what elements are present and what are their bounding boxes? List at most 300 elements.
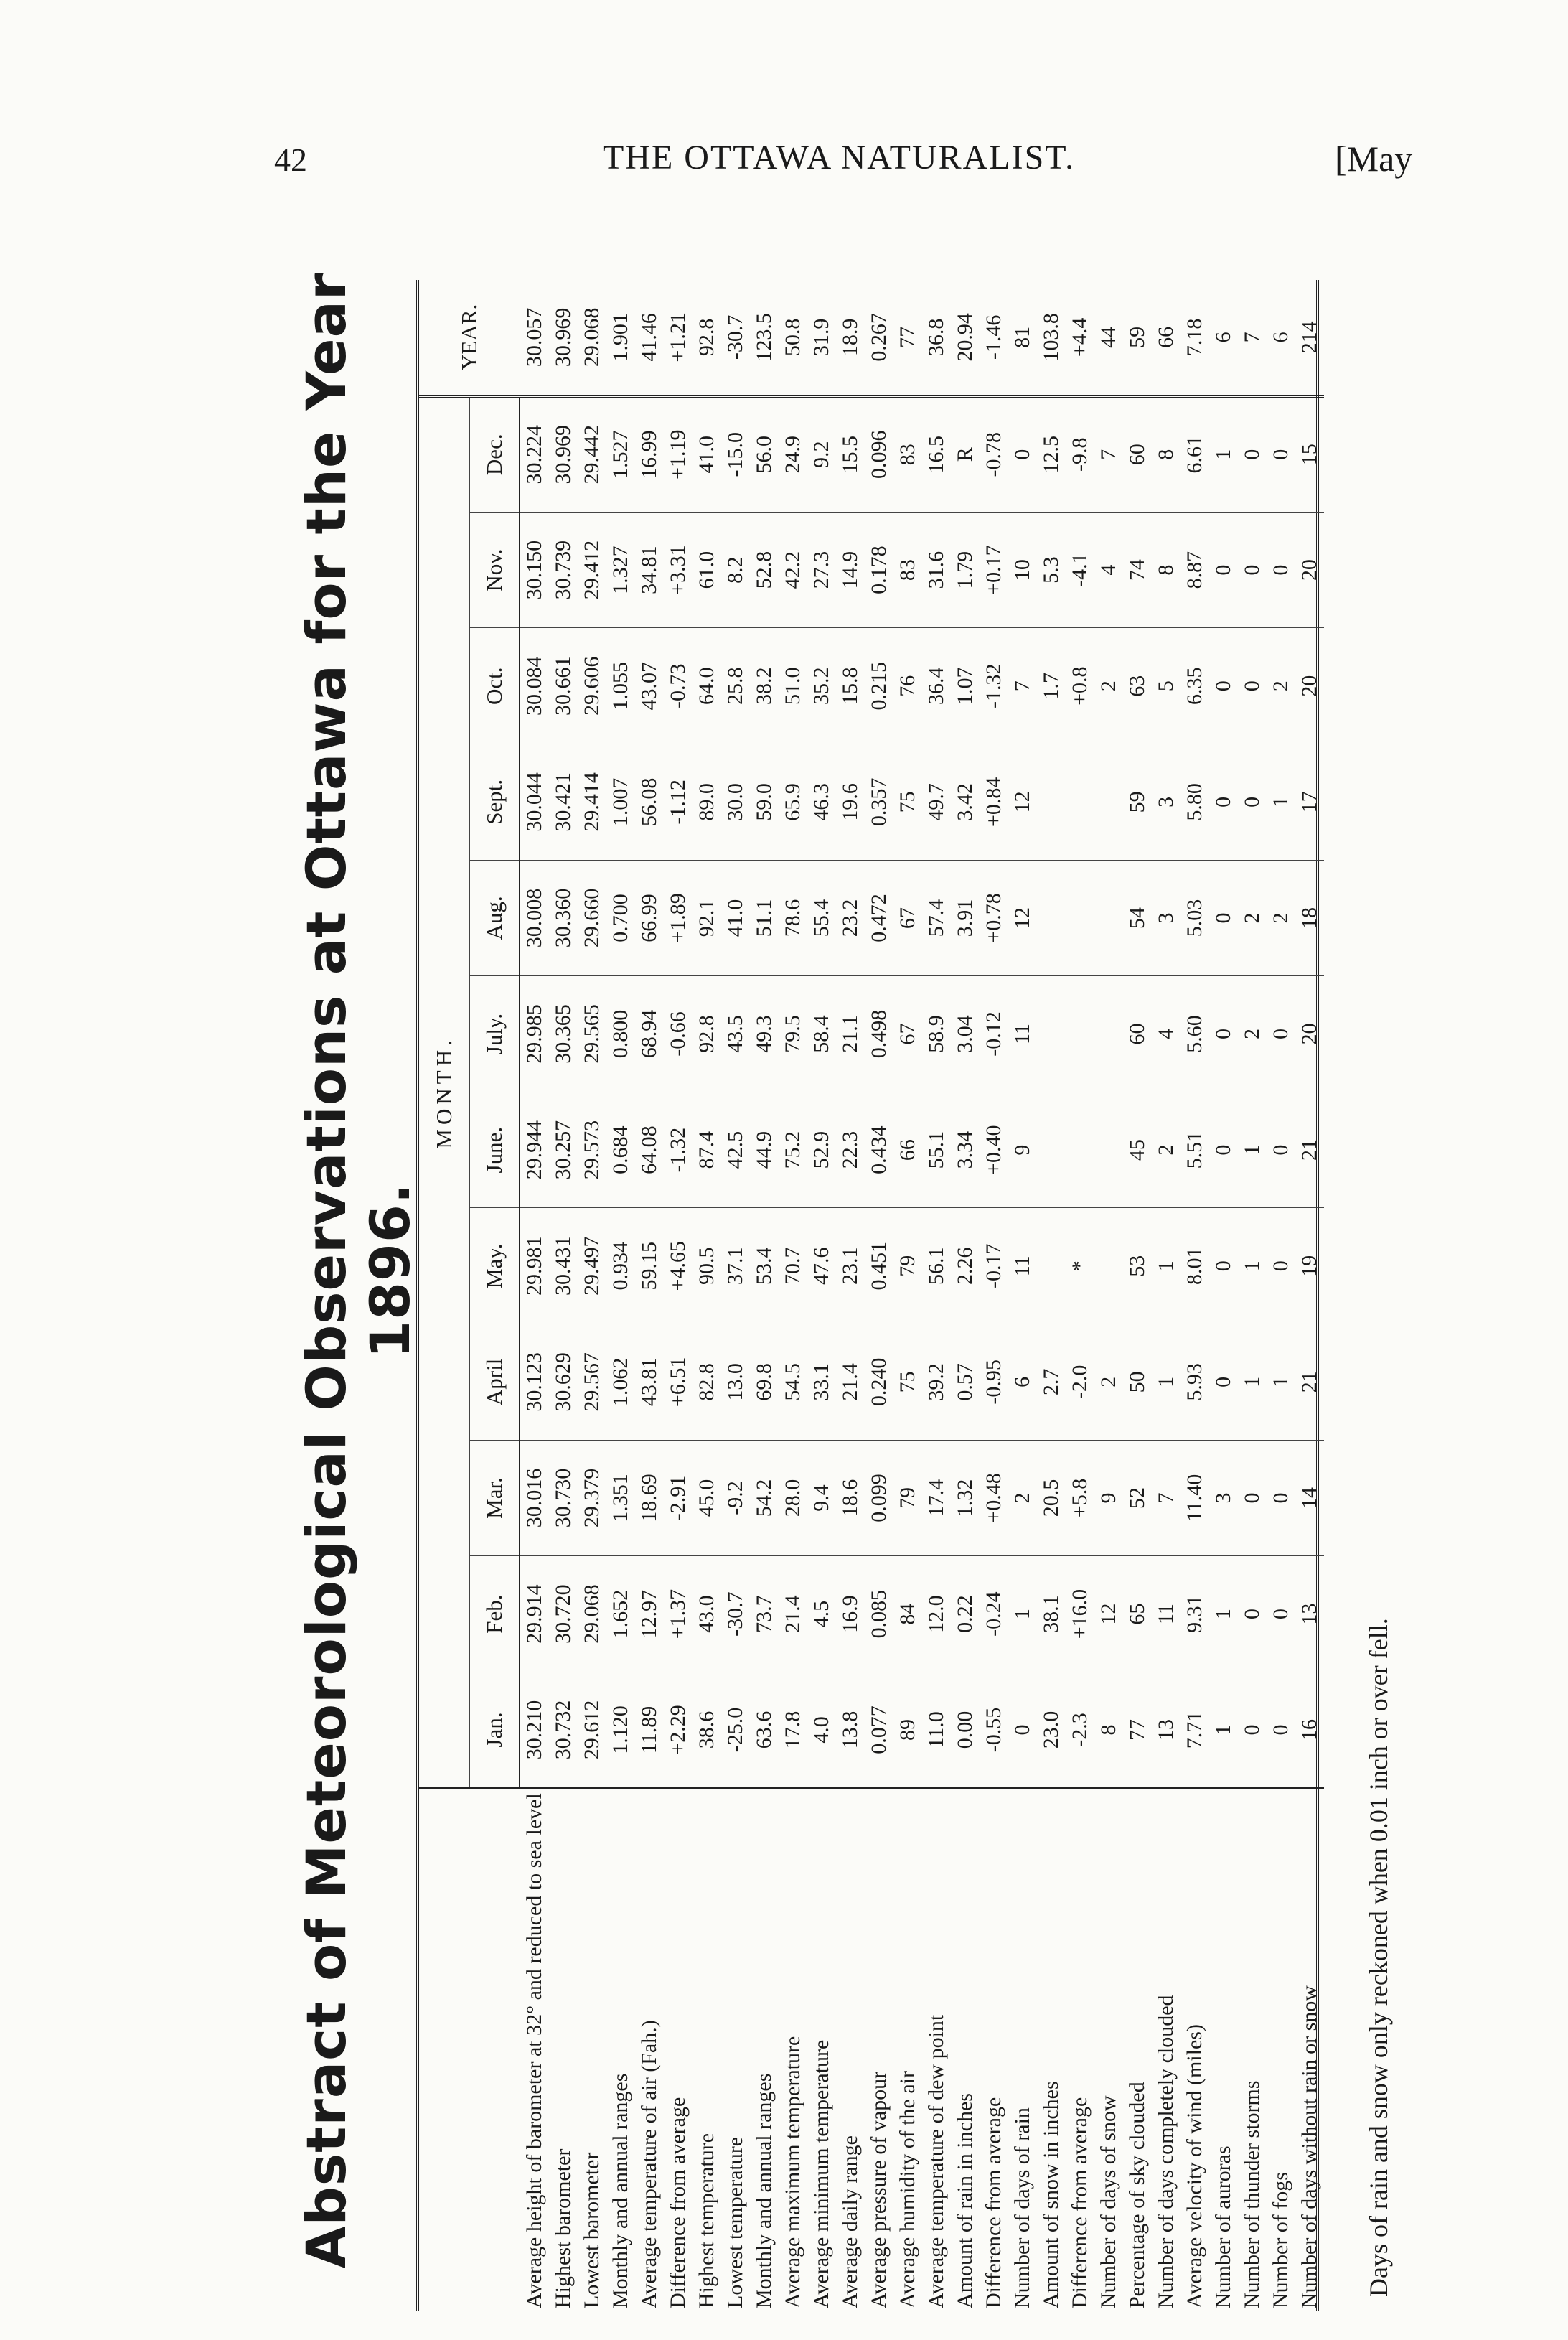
cell: 11.0 (922, 1672, 951, 1788)
cell: 43.81 (635, 1324, 664, 1441)
cell: 38.1 (1037, 1556, 1066, 1672)
cell: 0 (1267, 1440, 1295, 1556)
table-row (1123, 280, 1152, 2311)
cell: 82.8 (693, 1324, 721, 1441)
month-header-4: May. (470, 1208, 520, 1324)
cell: 25.8 (721, 628, 750, 744)
cell: -1.32 (664, 1092, 693, 1208)
cell: 1.351 (606, 1440, 635, 1556)
cell: 1.055 (606, 628, 635, 744)
cell: 0 (1008, 1672, 1037, 1788)
cell: 13 (1295, 1556, 1324, 1672)
cell: 37.1 (721, 1208, 750, 1324)
cell: 2 (1152, 1092, 1180, 1208)
row-label: Monthly and annual ranges (606, 1788, 635, 2311)
row-label: Number of days completely clouded (1152, 1788, 1180, 2311)
cell: 36.4 (922, 628, 951, 744)
cell: 20 (1295, 512, 1324, 628)
cell: 74 (1123, 512, 1152, 628)
cell: 29.414 (578, 744, 606, 861)
cell: 2 (1094, 628, 1123, 744)
table-row (1008, 280, 1037, 2311)
cell: 16.99 (635, 396, 664, 513)
cell: 30.739 (549, 512, 578, 628)
cell: 0.00 (951, 1672, 980, 1788)
table-row (836, 280, 865, 2311)
cell: 30.150 (520, 512, 549, 628)
cell: 92.1 (693, 860, 721, 976)
table-row (1094, 280, 1123, 2311)
cell: 0 (1209, 976, 1238, 1092)
cell: 1 (1209, 396, 1238, 513)
cell: +6.51 (664, 1324, 693, 1441)
page-number: 42 (274, 141, 307, 178)
cell: 34.81 (635, 512, 664, 628)
cell (1066, 744, 1094, 861)
cell: 30.431 (549, 1208, 578, 1324)
cell: 0 (1267, 1208, 1295, 1324)
cell: 0.472 (865, 860, 893, 976)
table-row (1238, 280, 1267, 2311)
cell: 0.357 (865, 744, 893, 861)
table-row (893, 280, 922, 2311)
year-cell: +4.4 (1066, 280, 1094, 396)
row-label: Average temperature of dew point (922, 1788, 951, 2311)
cell (1037, 976, 1066, 1092)
cell: 5.80 (1180, 744, 1209, 861)
row-label: Number of thunder storms (1238, 1788, 1267, 2311)
cell: 79 (893, 1440, 922, 1556)
row-label: Difference from average (980, 1788, 1008, 2311)
cell: 4 (1094, 512, 1123, 628)
row-label: Average temperature of air (Fah.) (635, 1788, 664, 2311)
year-cell: 41.46 (635, 280, 664, 396)
cell: 78.6 (779, 860, 807, 976)
month-header-2: Mar. (470, 1440, 520, 1556)
cell: 21 (1295, 1092, 1324, 1208)
cell: 18 (1295, 860, 1324, 976)
cell: 15.5 (836, 396, 865, 513)
cell: 55.4 (807, 860, 836, 976)
running-title: THE OTTAWA NATURALIST. (603, 139, 1076, 177)
table-row (1180, 280, 1209, 2311)
cell: 4.0 (807, 1672, 836, 1788)
cell: 0 (1209, 512, 1238, 628)
table-row (635, 280, 664, 2311)
month-header-1: Feb. (470, 1556, 520, 1672)
cell: 30.008 (520, 860, 549, 976)
year-cell: 7.18 (1180, 280, 1209, 396)
table-row (779, 280, 807, 2311)
cell (1066, 860, 1094, 976)
cell: 87.4 (693, 1092, 721, 1208)
cell: 19.6 (836, 744, 865, 861)
footnote: Days of rain and snow only reckoned when 0.01 inch or over fell. (1364, 1618, 1393, 2297)
month-header-7: Aug. (470, 860, 520, 976)
cell: 63.6 (750, 1672, 779, 1788)
cell: 16.9 (836, 1556, 865, 1672)
month-header-6: July. (470, 976, 520, 1092)
cell: 50 (1123, 1324, 1152, 1441)
cell: +0.8 (1066, 628, 1094, 744)
year-cell: 81 (1008, 280, 1037, 396)
table-row (1295, 280, 1324, 2311)
cell: 55.1 (922, 1092, 951, 1208)
cell: 5.51 (1180, 1092, 1209, 1208)
cell: 77 (1123, 1672, 1152, 1788)
table-row (750, 280, 779, 2311)
cell: 76 (893, 628, 922, 744)
cell: 29.412 (578, 512, 606, 628)
cell: 8.87 (1180, 512, 1209, 628)
table-row (1066, 280, 1094, 2311)
cell: 11.40 (1180, 1440, 1209, 1556)
cell: 29.573 (578, 1092, 606, 1208)
cell: -25.0 (721, 1672, 750, 1788)
cell: 7 (1094, 396, 1123, 513)
cell: 33.1 (807, 1324, 836, 1441)
cell: 13.0 (721, 1324, 750, 1441)
cell: 47.6 (807, 1208, 836, 1324)
table-row (865, 280, 893, 2311)
year-cell: 214 (1295, 280, 1324, 396)
cell: 45.0 (693, 1440, 721, 1556)
row-label: Average daily range (836, 1788, 865, 2311)
month-header-5: June. (470, 1092, 520, 1208)
cell: 0 (1238, 628, 1267, 744)
cell (1066, 1092, 1094, 1208)
cell: 30.421 (549, 744, 578, 861)
cell: 68.94 (635, 976, 664, 1092)
year-cell: 92.8 (693, 280, 721, 396)
cell: 42.5 (721, 1092, 750, 1208)
cell: 22.3 (836, 1092, 865, 1208)
cell: 1.652 (606, 1556, 635, 1672)
cell: 21.1 (836, 976, 865, 1092)
cell: 90.5 (693, 1208, 721, 1324)
label-column-header (419, 1788, 520, 2311)
cell: 3.34 (951, 1092, 980, 1208)
row-label: Monthly and annual ranges (750, 1788, 779, 2311)
cell: 61.0 (693, 512, 721, 628)
cell: 2 (1094, 1324, 1123, 1441)
year-cell: 7 (1238, 280, 1267, 396)
cell: 24.9 (779, 396, 807, 513)
cell: 58.4 (807, 976, 836, 1092)
cell: 49.7 (922, 744, 951, 861)
row-label: Highest barometer (549, 1788, 578, 2311)
cell: 1 (1209, 1672, 1238, 1788)
table-row (606, 280, 635, 2311)
cell: 29.497 (578, 1208, 606, 1324)
cell: 1 (1267, 1324, 1295, 1441)
cell: 1.327 (606, 512, 635, 628)
cell: 53 (1123, 1208, 1152, 1324)
cell: 30.210 (520, 1672, 549, 1788)
cell: 35.2 (807, 628, 836, 744)
cell: 29.379 (578, 1440, 606, 1556)
cell: -1.32 (980, 628, 1008, 744)
cell: -0.78 (980, 396, 1008, 513)
cell: 1.32 (951, 1440, 980, 1556)
cell: 3.04 (951, 976, 980, 1092)
cell: 58.9 (922, 976, 951, 1092)
cell: -0.73 (664, 628, 693, 744)
cell: 9.2 (807, 396, 836, 513)
cell: 49.3 (750, 976, 779, 1092)
row-label: Average pressure of vapour (865, 1788, 893, 2311)
cell: 15 (1295, 396, 1324, 513)
cell: 8 (1152, 396, 1180, 513)
cell: 7.71 (1180, 1672, 1209, 1788)
cell: 30.044 (520, 744, 549, 861)
cell: 30.969 (549, 396, 578, 513)
row-label: Average velocity of wind (miles) (1180, 1788, 1209, 2311)
cell (1094, 976, 1123, 1092)
cell: 1 (1152, 1208, 1180, 1324)
cell: -4.1 (1066, 512, 1094, 628)
cell: 0 (1209, 860, 1238, 976)
row-label: Average minimum temperature (807, 1788, 836, 2311)
cell: 1 (1238, 1324, 1267, 1441)
cell: 54.2 (750, 1440, 779, 1556)
cell: 23.2 (836, 860, 865, 976)
cell: 59.15 (635, 1208, 664, 1324)
cell: 3.91 (951, 860, 980, 976)
cell: +0.84 (980, 744, 1008, 861)
cell: 30.360 (549, 860, 578, 976)
cell: 2 (1238, 860, 1267, 976)
cell: 0.434 (865, 1092, 893, 1208)
cell: 52.9 (807, 1092, 836, 1208)
cell: 21 (1295, 1324, 1324, 1441)
cell: 51.0 (779, 628, 807, 744)
cell: 1 (1008, 1556, 1037, 1672)
cell: 38.6 (693, 1672, 721, 1788)
cell: 1.07 (951, 628, 980, 744)
table-row (980, 280, 1008, 2311)
cell: 42.2 (779, 512, 807, 628)
cell: 11 (1008, 1208, 1037, 1324)
year-cell: 29.068 (578, 280, 606, 396)
cell: 5.60 (1180, 976, 1209, 1092)
cell (1037, 1208, 1066, 1324)
cell: 12 (1094, 1556, 1123, 1672)
cell: 30.257 (549, 1092, 578, 1208)
cell: 23.1 (836, 1208, 865, 1324)
cell: 2 (1267, 860, 1295, 976)
rotated-content (280, 201, 1442, 2340)
cell: +1.89 (664, 860, 693, 976)
cell: 46.3 (807, 744, 836, 861)
cell: 56.1 (922, 1208, 951, 1324)
cell: 0 (1008, 396, 1037, 513)
cell: 30.016 (520, 1440, 549, 1556)
cell: 65 (1123, 1556, 1152, 1672)
cell: 69.8 (750, 1324, 779, 1441)
cell: 66.99 (635, 860, 664, 976)
cell: 21.4 (779, 1556, 807, 1672)
cell: 23.0 (1037, 1672, 1066, 1788)
year-cell: 44 (1094, 280, 1123, 396)
cell: 75 (893, 744, 922, 861)
cell: 21.4 (836, 1324, 865, 1441)
cell: 29.606 (578, 628, 606, 744)
cell: 79 (893, 1208, 922, 1324)
year-cell: +1.21 (664, 280, 693, 396)
row-label: Number of days without rain or snow (1295, 1788, 1324, 2311)
cell: 31.6 (922, 512, 951, 628)
month-header-8: Sept. (470, 744, 520, 861)
table-row (664, 280, 693, 2311)
cell: 29.567 (578, 1324, 606, 1441)
row-label: Number of days of rain (1008, 1788, 1037, 2311)
cell: 0 (1267, 512, 1295, 628)
table-row (1209, 280, 1238, 2311)
cell: 54 (1123, 860, 1152, 976)
cell: 4 (1152, 976, 1180, 1092)
cell: -0.66 (664, 976, 693, 1092)
cell: 45 (1123, 1092, 1152, 1208)
cell: 1 (1238, 1092, 1267, 1208)
cell: 0 (1238, 396, 1267, 513)
cell: 1 (1209, 1556, 1238, 1672)
cell: 0.684 (606, 1092, 635, 1208)
cell: 30.629 (549, 1324, 578, 1441)
cell: 27.3 (807, 512, 836, 628)
cell: 14 (1295, 1440, 1324, 1556)
cell: 56.0 (750, 396, 779, 513)
row-label: Number of fogs (1267, 1788, 1295, 2311)
cell: 30.732 (549, 1672, 578, 1788)
cell: 52 (1123, 1440, 1152, 1556)
cell: +2.29 (664, 1672, 693, 1788)
table-row (721, 280, 750, 2311)
cell: 11 (1008, 976, 1037, 1092)
cell: 29.981 (520, 1208, 549, 1324)
year-cell: 30.969 (549, 280, 578, 396)
cell: 83 (893, 396, 922, 513)
cell: 29.660 (578, 860, 606, 976)
cell: 2 (1267, 628, 1295, 744)
cell: 6 (1008, 1324, 1037, 1441)
table-row (1037, 280, 1066, 2311)
cell: 0 (1209, 1092, 1238, 1208)
cell: 7 (1008, 628, 1037, 744)
cell: 17.4 (922, 1440, 951, 1556)
page-header (0, 0, 1568, 201)
cell: 75 (893, 1324, 922, 1441)
year-cell: 77 (893, 280, 922, 396)
cell: 5.03 (1180, 860, 1209, 976)
cell: 60 (1123, 976, 1152, 1092)
cell: 89 (893, 1672, 922, 1788)
cell: 1.7 (1037, 628, 1066, 744)
row-label: Difference from average (664, 1788, 693, 2311)
cell: 0 (1267, 396, 1295, 513)
cell: 5.3 (1037, 512, 1066, 628)
cell: 12.0 (922, 1556, 951, 1672)
cell: 0 (1209, 628, 1238, 744)
cell: 20 (1295, 976, 1324, 1092)
cell: 2 (1238, 976, 1267, 1092)
observations-table-frame (416, 280, 1319, 2311)
cell: -0.95 (980, 1324, 1008, 1441)
table-row (951, 280, 980, 2311)
cell: +3.31 (664, 512, 693, 628)
cell: -1.12 (664, 744, 693, 861)
row-label: Number of days of snow (1094, 1788, 1123, 2311)
year-cell: 0.267 (865, 280, 893, 396)
cell: * (1066, 1208, 1094, 1324)
cell: 1.527 (606, 396, 635, 513)
cell: 9.4 (807, 1440, 836, 1556)
cell: 60 (1123, 396, 1152, 513)
month-header-11: Dec. (470, 396, 520, 513)
cell: 67 (893, 860, 922, 976)
cell: 11.89 (635, 1672, 664, 1788)
cell: 59.0 (750, 744, 779, 861)
cell: 51.1 (750, 860, 779, 976)
table-row (549, 280, 578, 2311)
cell: 0 (1267, 1556, 1295, 1672)
cell: -15.0 (721, 396, 750, 513)
cell: 2 (1008, 1440, 1037, 1556)
cell: 5.93 (1180, 1324, 1209, 1441)
cell: +16.0 (1066, 1556, 1094, 1672)
cell: 9 (1008, 1092, 1037, 1208)
cell (1066, 976, 1094, 1092)
cell: 0 (1238, 744, 1267, 861)
cell: -9.2 (721, 1440, 750, 1556)
cell: +0.78 (980, 860, 1008, 976)
cell: 7 (1152, 1440, 1180, 1556)
cell: 0 (1267, 1672, 1295, 1788)
cell: 18.6 (836, 1440, 865, 1556)
cell: 12.97 (635, 1556, 664, 1672)
table-row (578, 280, 606, 2311)
year-cell: 30.057 (520, 280, 549, 396)
cell: 16.5 (922, 396, 951, 513)
cell: 63 (1123, 628, 1152, 744)
cell: 0.215 (865, 628, 893, 744)
cell: 6.35 (1180, 628, 1209, 744)
rotated-table-region (280, 201, 1442, 2340)
cell (1094, 1092, 1123, 1208)
cell: -2.3 (1066, 1672, 1094, 1788)
cell: 89.0 (693, 744, 721, 861)
cell: 20.5 (1037, 1440, 1066, 1556)
cell: 83 (893, 512, 922, 628)
cell: 0.451 (865, 1208, 893, 1324)
cell: 8 (1152, 512, 1180, 628)
cell: 3 (1152, 744, 1180, 861)
cell (1094, 1208, 1123, 1324)
cell: 29.985 (520, 976, 549, 1092)
table-row (922, 280, 951, 2311)
cell: -0.12 (980, 976, 1008, 1092)
month-header-10: Nov. (470, 512, 520, 628)
cell: 0.240 (865, 1324, 893, 1441)
row-label: Percentage of sky clouded (1123, 1788, 1152, 2311)
year-cell: 6 (1209, 280, 1238, 396)
cell: 79.5 (779, 976, 807, 1092)
month-header-0: Jan. (470, 1672, 520, 1788)
cell: 29.442 (578, 396, 606, 513)
year-cell: 50.8 (779, 280, 807, 396)
cell: 0 (1238, 1672, 1267, 1788)
cell: 2.7 (1037, 1324, 1066, 1441)
